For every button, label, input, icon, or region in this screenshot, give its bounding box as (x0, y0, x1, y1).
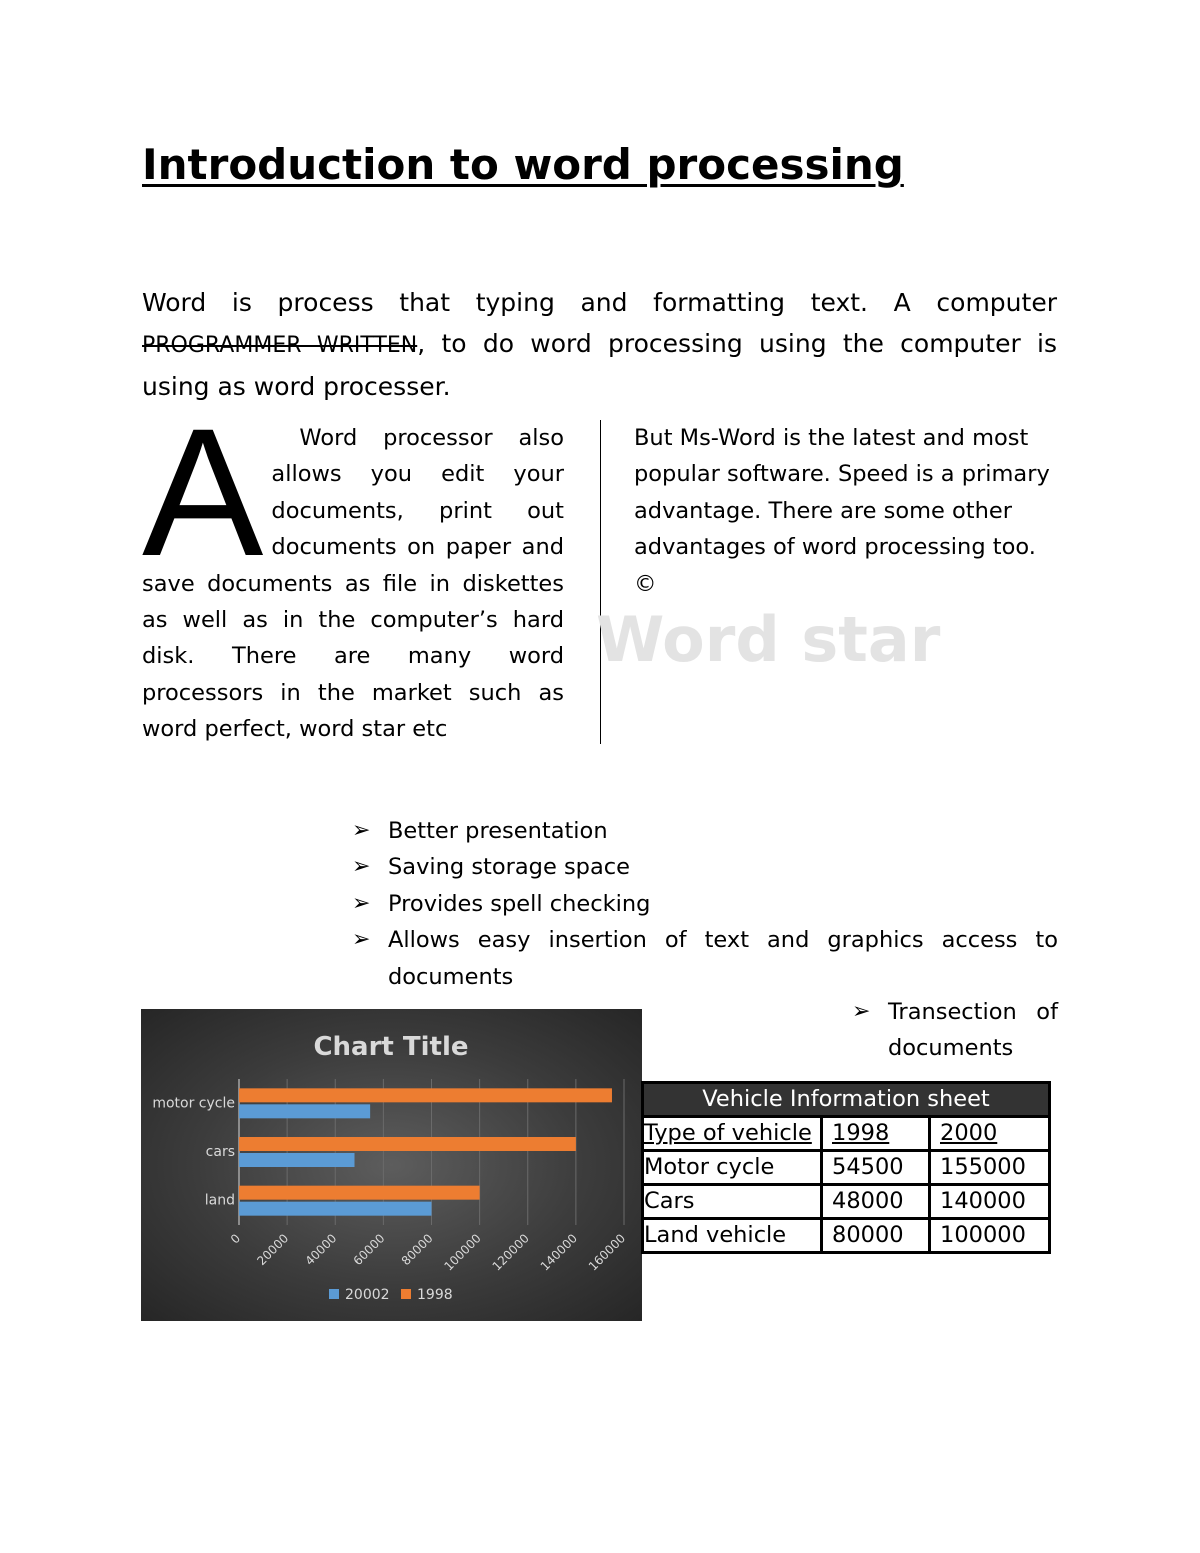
header-cell: 1998 (822, 1117, 930, 1151)
legend-label: 20002 (345, 1287, 390, 1303)
x-tick-label: 100000 (441, 1231, 484, 1274)
bar-20002 (239, 1202, 432, 1216)
legend-label: 1998 (417, 1287, 453, 1303)
header-cell: 2000 (930, 1117, 1050, 1151)
vehicle-table (641, 1081, 1051, 1254)
table-cell: 48000 (822, 1185, 930, 1219)
table-cell: 80000 (822, 1219, 930, 1253)
list-item-text: Better presentation (388, 818, 608, 844)
category-label: cars (205, 1144, 235, 1160)
table-caption: Vehicle Information sheet (643, 1083, 1050, 1117)
list-item-text: Saving storage space (388, 854, 630, 881)
watermark-text: Word star (596, 603, 941, 676)
table-row (643, 1151, 1050, 1185)
left-column (142, 390, 564, 748)
header-cell: Type of vehicle (643, 1117, 822, 1151)
intro-text-2: , to do word processing using the computer is using as word processer. (142, 329, 1057, 401)
table-cell: Land vehicle (643, 1219, 822, 1253)
x-tick-label: 80000 (398, 1231, 436, 1269)
table-row (643, 1219, 1050, 1253)
x-tick-label: 160000 (585, 1231, 629, 1274)
chart-canvas (141, 1009, 642, 1321)
table-cell: 140000 (930, 1185, 1050, 1219)
right-column-text: But Ms-Word is the latest and most popular software. Speed is a primary advantage. There are some other advantages of word processing too. © (634, 425, 1050, 597)
x-tick-label: 120000 (489, 1231, 532, 1274)
arrow-bullet-icon: ➢ (352, 854, 371, 880)
table-row (643, 1185, 1050, 1219)
arrow-bullet-icon: ➢ (352, 818, 371, 843)
bar-1998 (239, 1137, 576, 1151)
table-cell: 100000 (930, 1219, 1050, 1253)
table-cell: Cars (643, 1185, 822, 1219)
arrow-bullet-icon: ➢ (352, 927, 371, 953)
table-cell: 155000 (930, 1151, 1050, 1185)
advantages-list-continued (852, 994, 1058, 1067)
column-divider (600, 420, 601, 744)
chart-title: Chart Title (313, 1032, 469, 1062)
category-label: motor cycle (152, 1095, 235, 1112)
document-title: Introduction to word processing (142, 140, 904, 189)
table-header-row (643, 1117, 1050, 1151)
category-label: land (204, 1192, 235, 1209)
advantages-list (352, 813, 1058, 995)
bar-chart (141, 1009, 642, 1321)
x-tick-label: 40000 (302, 1231, 340, 1269)
intro-paragraph (142, 282, 1057, 407)
list-item-text: Allows easy insertion of text and graphics access to documents (388, 927, 1058, 990)
list-item (352, 922, 1058, 995)
legend-swatch (329, 1289, 339, 1299)
drop-cap: A (142, 390, 264, 594)
x-tick-label: 140000 (537, 1231, 580, 1274)
left-column-text: Word processor also allows you edit your documents, print out documents on paper and save documents as file in diskettes as well as in the computer’s hard disk. There are many word processors in the market such as word perfect, word star etc (142, 425, 564, 743)
x-tick-label: 20000 (254, 1231, 292, 1269)
list-item-text: Provides spell checking (388, 890, 651, 917)
legend-swatch (401, 1289, 411, 1299)
list-item-text: Transection of documents (888, 999, 1058, 1062)
struck-text: PROGRAMMER WRITTEN (142, 333, 418, 358)
list-item (352, 813, 1058, 849)
table-cell: 54500 (822, 1151, 930, 1185)
list-item (352, 849, 1058, 885)
table-cell: Motor cycle (643, 1151, 822, 1185)
arrow-bullet-icon: ➢ (352, 890, 371, 916)
bar-20002 (239, 1153, 355, 1167)
arrow-bullet-icon: ➢ (852, 999, 871, 1024)
bar-20002 (239, 1104, 370, 1118)
x-tick-label: 60000 (350, 1231, 388, 1269)
list-item (852, 994, 1058, 1067)
bar-1998 (239, 1088, 612, 1102)
intro-text-1: Word is process that typing and formatting text. A computer (142, 288, 1057, 317)
list-item (352, 886, 1058, 922)
bar-1998 (239, 1186, 480, 1200)
x-tick-label: 0 (227, 1231, 244, 1247)
